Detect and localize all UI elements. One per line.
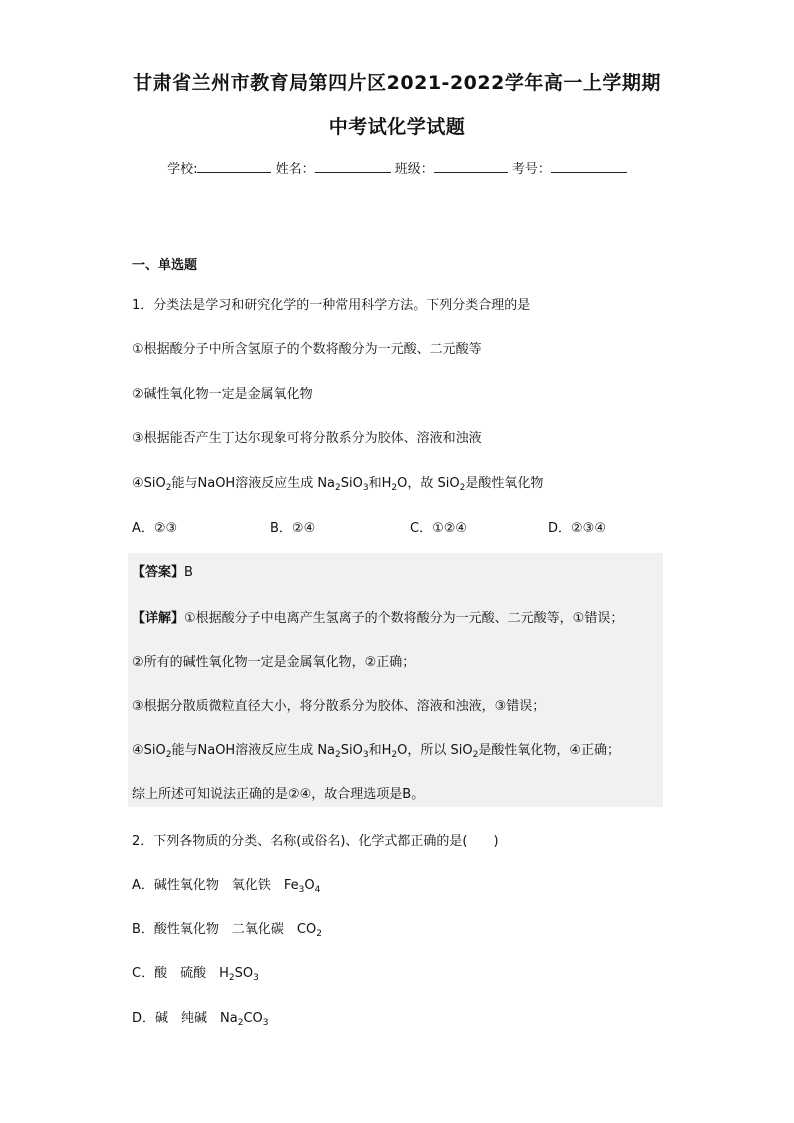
q1-option-d[interactable]: D．②③④ xyxy=(548,521,606,536)
q1-option-b[interactable]: B．②④ xyxy=(270,521,316,536)
number-blank[interactable] xyxy=(551,158,627,173)
class-blank[interactable] xyxy=(434,158,508,173)
answer-explanation-box xyxy=(128,553,663,807)
q2-option-a[interactable]: A．碱性氧化物 氧化铁 $Fe_3O_4$ xyxy=(132,878,321,895)
q2-stem: 2．下列各物质的分类、名称(或俗名)、化学式都正确的是( ) xyxy=(132,834,499,849)
q1-statement-3: ③根据能否产生丁达尔现象可将分散系分为胶体、溶液和浊液 xyxy=(132,431,482,446)
name-blank[interactable] xyxy=(315,158,391,173)
detail-line-1: 【详解】①根据酸分子中电离产生氢离子的个数将酸分为一元酸、二元酸等，①错误； xyxy=(132,611,624,626)
school-blank[interactable] xyxy=(197,158,271,173)
student-info-row xyxy=(0,158,794,177)
q2-option-d[interactable]: D．碱 纯碱 $Na_2CO_3$ xyxy=(132,1011,269,1028)
detail-line-5: 综上所述可知说法正确的是②④，故合理选项是B。 xyxy=(132,787,425,802)
q2-option-c[interactable]: C．酸 硫酸 $H_2SO_3$ xyxy=(132,966,259,983)
name-label: 姓名： xyxy=(275,162,315,177)
number-label: 考号： xyxy=(511,162,551,177)
q1-option-a[interactable]: A．②③ xyxy=(132,521,178,536)
q1-statement-2: ②碱性氧化物一定是金属氧化物 xyxy=(132,387,313,402)
exam-title-line1: 甘肃省兰州市教育局第四片区2021-2022学年高一上学期期 xyxy=(133,72,661,94)
answer-line: 【答案】B xyxy=(132,565,193,580)
answer-value: B xyxy=(184,565,193,580)
q1-option-c[interactable]: C．①②④ xyxy=(410,521,468,536)
exam-title-line2: 中考试化学试题 xyxy=(328,116,466,138)
class-label: 班级： xyxy=(394,162,434,177)
q1-statement-1: ①根据酸分子中所含氢原子的个数将酸分为一元酸、二元酸等 xyxy=(132,342,482,357)
school-label: 学校: xyxy=(167,162,198,177)
q1-statement-4: ④SiO$_2$能与NaOH溶液反应生成 $Na_2SiO_3$和$H_2O$，故 SiO$_2$是酸性氧化物 xyxy=(132,476,544,493)
detail-line-4: ④SiO$_2$能与NaOH溶液反应生成 $Na_2SiO_3$和$H_2O$，所以 SiO$_2$是酸性氧化物，④正确； xyxy=(132,743,620,760)
section-heading: 一、单选题 xyxy=(132,258,198,273)
q1-stem: 1．分类法是学习和研究化学的一种常用科学方法。下列分类合理的是 xyxy=(132,298,531,313)
detail-line-3: ③根据分散质微粒直径大小，将分散系分为胶体、溶液和浊液，③错误； xyxy=(132,699,546,714)
detail-line-2: ②所有的碱性氧化物一定是金属氧化物，②正确； xyxy=(132,655,416,670)
q2-option-b[interactable]: B．酸性氧化物 二氧化碳 $CO_2$ xyxy=(132,922,322,939)
